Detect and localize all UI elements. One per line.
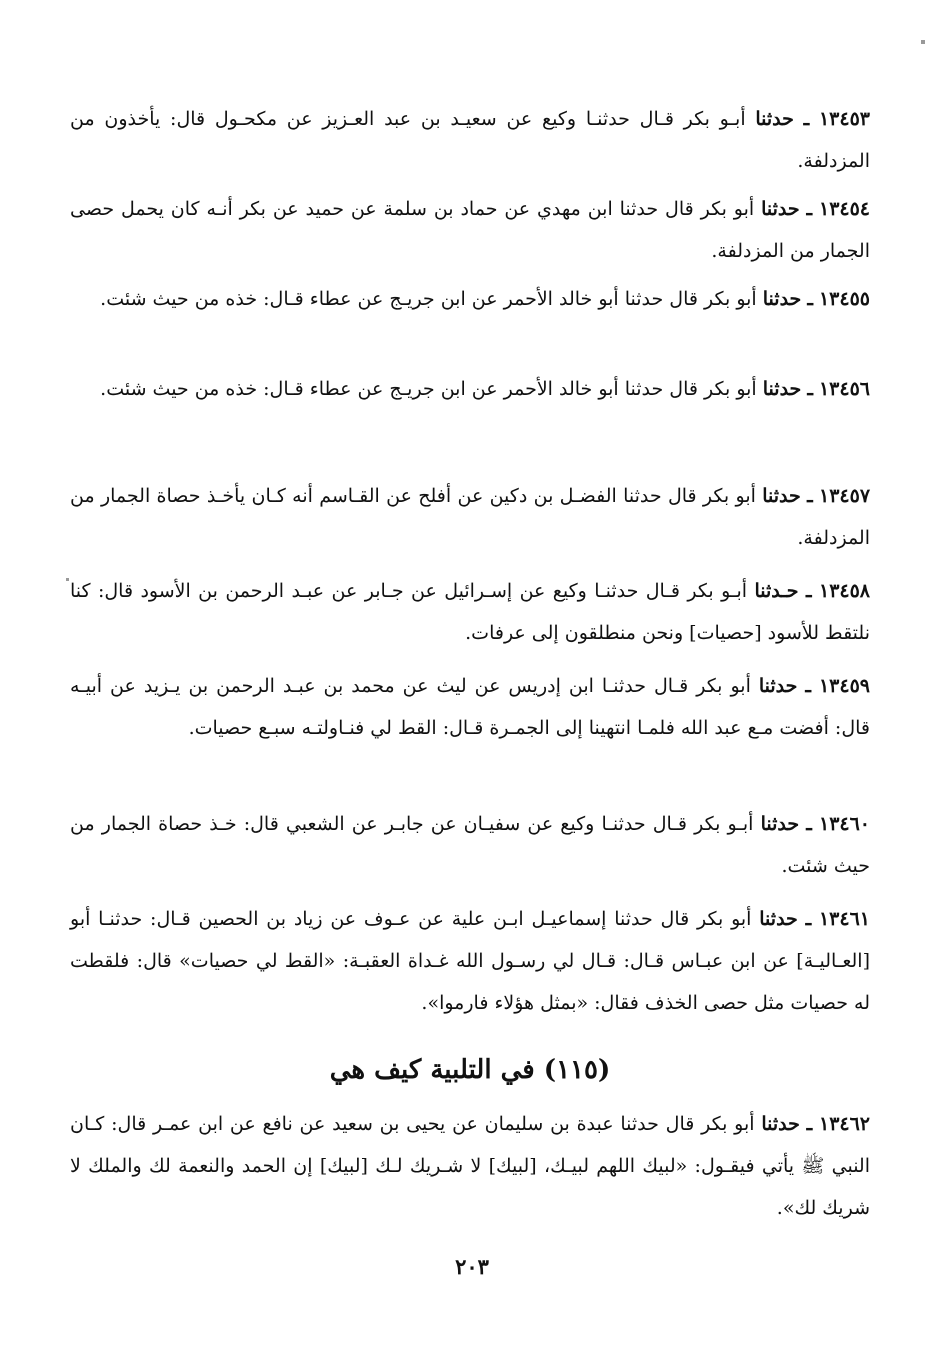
hadith-number: ١٣٤٥٣ bbox=[818, 108, 870, 130]
hadith-isnad: حدثنا bbox=[755, 108, 794, 130]
hadith-separator: ـ bbox=[807, 485, 813, 507]
hadith-paragraph bbox=[70, 368, 870, 410]
hadith-separator: ـ bbox=[805, 908, 812, 930]
hadith-paragraph bbox=[70, 1103, 870, 1229]
hadith-separator: ـ bbox=[803, 108, 810, 130]
hadith-text: أبـو بكر قـال حدثنـا وكيع عن سعيـد بن عبد العـزيز عن مكحـول قال: يأخذون من المزدلفة. bbox=[70, 108, 870, 172]
hadith-number: ١٣٤٦٠ bbox=[818, 813, 871, 835]
hadith-text: أبو بكر قال حدثنا إسماعيـل ابـن علية عن عـوف عن زياد بن الحصين قـال: حدثنـا أبو [العـاليـة] عن ابن عبـاس قـال: قـال لي رسـول الله غـداة العقبـة: «القط لي حصيات» قال: فلقطت له حصيات مثل حصى الخذف فقال: «بمثل هؤلاء فارموا». bbox=[70, 908, 870, 1014]
hadith-number: ١٣٤٦١ bbox=[818, 908, 870, 930]
hadith-paragraph bbox=[70, 898, 870, 1024]
page-number: ٢٠٣ bbox=[455, 1254, 489, 1279]
hadith-paragraph bbox=[70, 570, 870, 654]
section-heading: (١١٥) في التلبية كيف هي bbox=[329, 1055, 611, 1085]
hadith-isnad: حدثنا bbox=[761, 1113, 800, 1135]
hadith-text: أبو بكر قال حدثنا أبو خالد الأحمر عن ابن جريـج عن عطاء قـال: خذه من حيث شئت. bbox=[100, 288, 757, 310]
hadith-separator: ـ bbox=[806, 198, 813, 220]
hadith-paragraph bbox=[70, 475, 870, 559]
hadith-number: ١٣٤٥٥ bbox=[818, 288, 870, 310]
hadith-isnad: حدثنا bbox=[760, 813, 800, 835]
hadith-paragraph bbox=[70, 98, 870, 182]
hadith-number: ١٣٤٥٩ bbox=[818, 675, 870, 697]
hadith-number: ١٣٤٥٧ bbox=[819, 485, 871, 507]
hadith-number: ١٣٤٥٨ bbox=[818, 580, 871, 602]
hadith-paragraph bbox=[70, 278, 870, 320]
hadith-paragraph bbox=[70, 803, 870, 887]
hadith-number: ١٣٤٥٦ bbox=[818, 378, 870, 400]
hadith-text: أبو بكر قال حدثنا أبو خالد الأحمر عن ابن جريـج عن عطاء قـال: خذه من حيث شئت. bbox=[100, 378, 757, 400]
hadith-separator: ـ bbox=[806, 1113, 813, 1135]
hadith-text: أبـو بكر قـال حدثنـا وكيع عن إسـرائيل عن جـابر عن عبـد الرحمن بن الأسود قال: كنا نلتقط للأسود [حصيات] ونحن منطلقون إلى عرفات. bbox=[70, 580, 870, 644]
hadith-separator: ـ bbox=[805, 580, 812, 602]
hadith-number: ١٣٤٥٤ bbox=[818, 198, 871, 220]
hadith-paragraph bbox=[70, 188, 870, 272]
hadith-number: ١٣٤٦٢ bbox=[818, 1113, 871, 1135]
hadith-paragraph bbox=[70, 665, 870, 749]
hadith-separator: ـ bbox=[807, 378, 813, 400]
hadith-isnad: حدثنا bbox=[762, 485, 801, 507]
hadith-separator: ـ bbox=[805, 675, 811, 697]
hadith-text: أبو بكر قال حدثنا ابن مهدي عن حماد بن سلمة عن حميد عن بكر أنـه كان يحمل حصى الجمار من المزدلفة. bbox=[70, 198, 870, 262]
hadith-isnad: حدثنا bbox=[759, 908, 798, 930]
hadith-isnad: حدثنا bbox=[762, 378, 802, 400]
hadith-isnad: حـدثنا bbox=[754, 580, 799, 602]
hadith-separator: ـ bbox=[806, 813, 812, 835]
hadith-text: أبو بكر قـال حدثنـا ابن إدريس عن ليث عن محمد بن عبـد الرحمن بن يـزيد عن أبيـه قال: أفضت مـع عبد الله فلمـا انتهينا إلى الجمـرة قـال: القط لي فنـاولتـه سبـع حصيات. bbox=[70, 675, 870, 739]
scan-speck bbox=[66, 578, 69, 581]
hadith-isnad: حدثنا bbox=[762, 288, 802, 310]
hadith-text: أبو بكر قال حدثنا الفضـل بن دكين عن أفلح عن القـاسم أنه كـان يأخـذ حصاة الجمار من المزدلفة. bbox=[70, 485, 870, 549]
hadith-separator: ـ bbox=[807, 288, 813, 310]
hadith-text: أبـو بكر قـال حدثنـا وكيع عن سفيـان عن جابـر عن الشعبي قال: خـذ حصاة الجمار من حيث شئت. bbox=[70, 813, 870, 877]
hadith-text: أبو بكر قال حدثنا عبدة بن سليمان عن يحيى بن سعيد عن نافع عن ابن عمـر قال: كـان النبي ﷺ يأتي فيقـول: «لبيك اللهم لبيـك، [لبيك] لا شـريك لـك [لبيك] إن الحمد والنعمة لك والملك لا شريك لك». bbox=[70, 1113, 870, 1219]
scan-speck bbox=[921, 40, 925, 44]
hadith-isnad: حدثنا bbox=[761, 198, 800, 220]
hadith-isnad: حدثنا bbox=[758, 675, 798, 697]
